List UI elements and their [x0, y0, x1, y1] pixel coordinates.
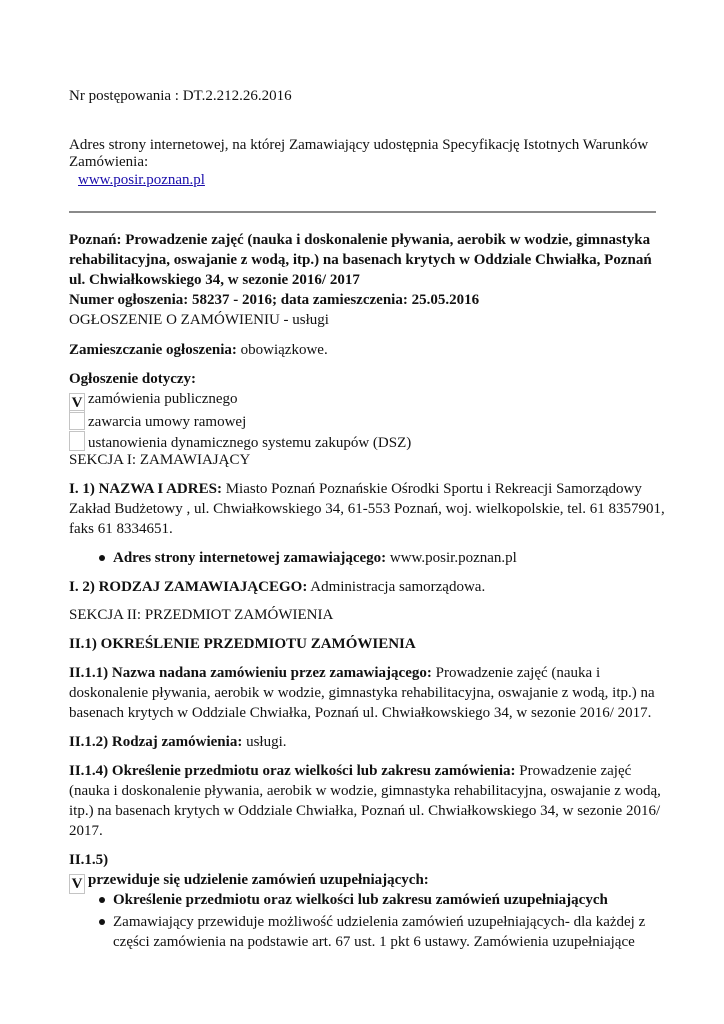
website-value: www.posir.poznan.pl — [386, 550, 517, 566]
notice-type: OGŁOSZENIE O ZAMÓWIENIU - usługi — [69, 312, 329, 328]
order-name-line-2: doskonalenie pływania, aerobik w wodzie, gimnastyka rehabilitacyjna, oswajanie z wodą, itp.) na — [69, 685, 655, 701]
bullet-dot — [99, 555, 105, 561]
option-label: zawarcia umowy ramowej — [88, 414, 247, 430]
notice-title — [69, 230, 652, 311]
title-line-1: Poznań: Prowadzenie zajęć (nauka i doskonalenie pływania, aerobik w wodzie, gimnastyka — [69, 232, 651, 248]
placement-label: Zamieszczanie ogłoszenia: — [69, 342, 237, 358]
address-line-2: Zamówienia: — [69, 154, 149, 170]
contracting-name-line-2: Zakład Budżetowy , ul. Chwiałkowskiego 34, 61-553 Poznań, woj. wielkopolskie, tel. 61 8357901, — [69, 501, 665, 517]
order-desc-line-3: itp.) na basenach krytych w Oddziale Chwiałka, Poznań ul. Chwiałkowskiego 34, w sezonie 2016/ — [69, 803, 661, 819]
supplementary-bullet-2 — [69, 912, 659, 954]
order-desc-label: II.1.4) Określenie przedmiotu oraz wielkości lub zakresu zamówienia: — [69, 763, 516, 779]
procedure-number: Nr postępowania : DT.2.212.26.2016 — [69, 88, 292, 104]
order-name-line-1: II.1.1) Nazwa nadana zamówieniu przez zamawiającego: Prowadzenie zajęć (nauka i — [69, 665, 601, 681]
concerns-option-framework — [69, 410, 246, 433]
contracting-type-row — [69, 577, 485, 598]
notice-number: Numer ogłoszenia: 58237 - 2016; data zamieszczenia: 25.05.2016 — [69, 292, 480, 308]
contracting-type-label: I. 2) RODZAJ ZAMAWIAJĄCEGO: — [69, 579, 308, 595]
option-label: zamówienia publicznego — [88, 391, 238, 407]
website-bullet — [69, 548, 659, 569]
contracting-name-line-1: I. 1) NAZWA I ADRES: Miasto Poznań Poznańskie Ośrodki Sportu i Rekreacji Samorządowy — [69, 481, 642, 497]
bullet-text-line-2: części zamówienia na podstawie art. 67 ust. 1 pkt 6 ustawy. Zamówienia uzupełniające — [113, 934, 635, 950]
item-1-1-5-label: II.1.5) — [69, 852, 109, 868]
website-link-row — [78, 170, 205, 191]
checkbox-supplementary: V — [69, 874, 85, 894]
supplementary-label: przewiduje się udzielenie zamówień uzupełniających: — [88, 872, 429, 888]
title-line-2: rehabilitacyjna, oswajanie z wodą, itp.) na basenach krytych w Oddziale Chwiałka, Poznań — [69, 252, 652, 268]
section-2-heading: SEKCJA II: PRZEDMIOT ZAMÓWIENIA — [69, 607, 334, 623]
order-desc-line-2: (nauka i doskonalenie pływania, aerobik w wodzie, gimnastyka rehabilitacyjna, oswajanie z wodą, — [69, 783, 661, 799]
order-name-label: II.1.1) Nazwa nadana zamówieniu przez zamawiającego: — [69, 665, 432, 681]
title-line-3: ul. Chwiałkowskiego 34, w sezonie 2016/ 2017 — [69, 272, 360, 288]
order-desc-line-1: II.1.4) Określenie przedmiotu oraz wielkości lub zakresu zamówienia: Prowadzenie zajęć — [69, 763, 632, 779]
website-link[interactable]: www.posir.poznan.pl — [78, 172, 205, 188]
contracting-type-value: Administracja samorządowa. — [307, 579, 486, 595]
option-label: ustanowienia dynamicznego systemu zakupów (DSZ) — [88, 435, 412, 451]
contracting-name-line-3: faks 61 8334651. — [69, 521, 173, 537]
bullet-text-line-1: Zamawiający przewiduje możliwość udzielenia zamówień uzupełniających- dla każdej z — [113, 914, 646, 930]
order-desc-line-4: 2017. — [69, 823, 103, 839]
horizontal-divider — [69, 211, 656, 213]
checkbox-dsz — [69, 431, 85, 451]
bullet-text: Określenie przedmiotu oraz wielkości lub zakresu zamówień uzupełniających — [113, 892, 608, 908]
supplementary-bullet-1 — [69, 890, 659, 911]
order-kind-label: II.1.2) Rodzaj zamówienia: — [69, 734, 243, 750]
placement-value: obowiązkowe. — [236, 342, 328, 358]
concerns-label: Ogłoszenie dotyczy: — [69, 371, 197, 387]
order-kind-value: usługi. — [242, 734, 287, 750]
section-2-subheading: II.1) OKREŚLENIE PRZEDMIOTU ZAMÓWIENIA — [69, 636, 416, 652]
bullet-dot — [99, 919, 105, 925]
bullet-dot — [99, 897, 105, 903]
order-name-line-3: basenach krytych w Oddziale Chwiałka, Poznań ul. Chwiałkowskiego 34, w sezonie 2016/ 2017. — [69, 705, 652, 721]
website-label: Adres strony internetowej zamawiającego: — [113, 550, 387, 566]
placement-row — [69, 340, 328, 361]
address-line-1: Adres strony internetowej, na której Zamawiający udostępnia Specyfikację Istotnych Warunków — [69, 137, 649, 153]
name-address-label: I. 1) NAZWA I ADRES: — [69, 481, 222, 497]
checkbox-public: V — [69, 393, 85, 413]
checkbox-framework — [69, 410, 85, 430]
section-1-heading: SEKCJA I: ZAMAWIAJĄCY — [69, 452, 251, 468]
order-kind-row — [69, 732, 287, 753]
